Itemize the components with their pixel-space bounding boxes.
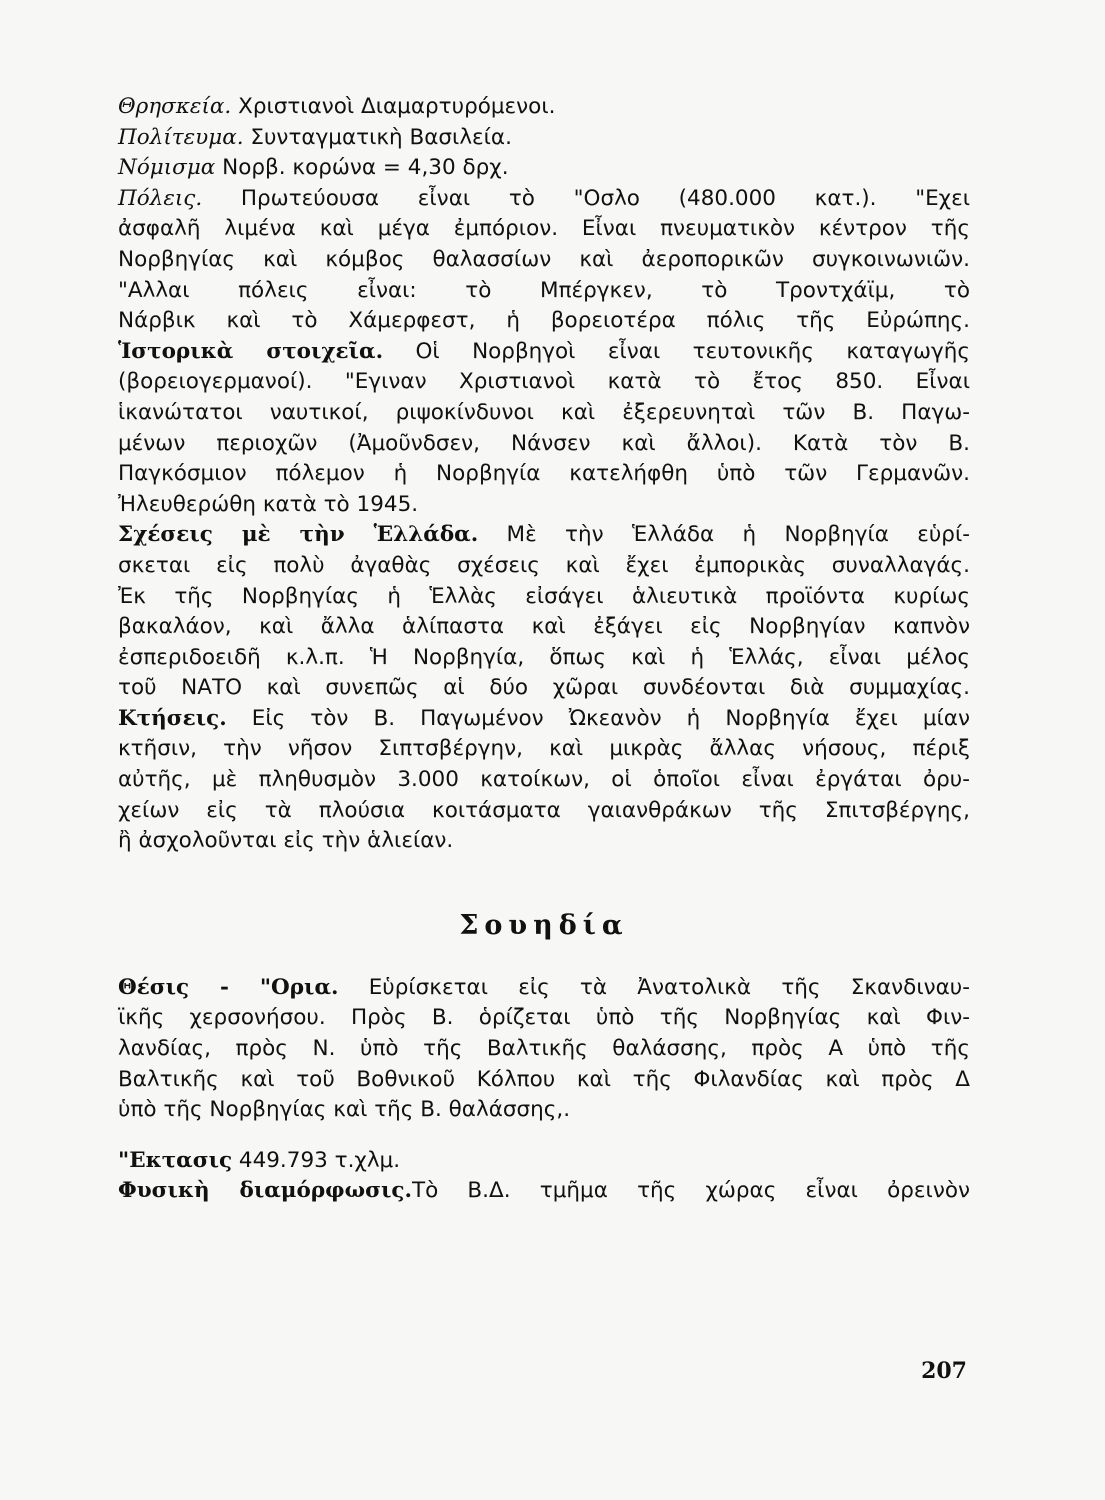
sweden-borders-paragraph <box>118 973 970 1126</box>
paragraph-label: Πολίτευμα. <box>118 124 244 150</box>
line-text: τοῦ ΝΑΤΟ καὶ συνεπῶς αἱ δύο χῶραι συνδέονται διὰ συμμαχίας. <box>118 675 970 701</box>
line-text: Νορβηγίας καὶ κόμβος θαλασσίων καὶ ἀεροπορικῶν συγκοινωνιῶν. <box>118 246 970 272</box>
line-text: βακαλάον, καὶ ἄλλα ἁλίπαστα καὶ ἐξάγει εἰς Νορβηγίαν καπνὸν <box>118 614 970 640</box>
line-text: ἐσπεριδοειδῆ κ.λ.π. Ἡ Νορβηγία, ὅπως καὶ ἡ Ἑλλάς, εἶναι μέλος <box>118 644 970 670</box>
text-line <box>118 796 970 827</box>
line-text: (βορειογερμανοί). "Εγιναν Χριστιανοὶ κατὰ τὸ ἔτος 850. Εἶναι <box>118 369 970 395</box>
line-text: Νορβ. κορώνα = 4,30 δρχ. <box>215 155 509 181</box>
text-line <box>118 490 970 521</box>
line-text: Βαλτικῆς καὶ τοῦ Βοθνικοῦ Κόλπου καὶ τῆς Φιλανδίας καὶ πρὸς Δ <box>118 1066 970 1092</box>
text-line <box>118 1146 970 1177</box>
line-text: "Αλλαι πόλεις εἶναι: τὸ Μπέργκεν, τὸ Τροντχάϊμ, τὸ <box>118 277 970 303</box>
paragraph-label: Πόλεις. <box>118 185 203 211</box>
text-line <box>118 1034 970 1065</box>
text-line <box>118 1176 970 1207</box>
paragraph-label: Σχέσεις μὲ τὴν Ἑλλάδα. <box>118 522 479 548</box>
sweden-area-paragraph <box>118 1146 970 1207</box>
line-text: ἱκανώτατοι ναυτικοί, ριψοκίνδυνοι καὶ ἐξερευνηταὶ τῶν Β. Παγω- <box>118 399 970 425</box>
text-line <box>118 643 970 674</box>
norway-section <box>118 92 970 857</box>
line-text: χείων εἰς τὰ πλούσια κοιτάσματα γαιανθράκων τῆς Σπιτσβέργης, <box>118 797 970 823</box>
line-text: Παγκόσμιον πόλεμον ἡ Νορβηγία κατελήφθη ὑπὸ τῶν Γερμανῶν. <box>118 461 970 487</box>
line-text: Νάρβικ καὶ τὸ Χάμερφεστ, ἡ βορειοτέρα πόλις τῆς Εὐρώπης. <box>118 308 970 334</box>
text-line <box>118 734 970 765</box>
line-text: 449.793 τ.χλμ. <box>232 1147 401 1173</box>
text-line <box>118 673 970 704</box>
page-text <box>118 92 970 1207</box>
paragraph-label: Νόμισμα <box>118 155 216 181</box>
text-line <box>118 765 970 796</box>
text-line <box>118 214 970 245</box>
line-text: ϊκῆς χερσονήσου. Πρὸς Β. ὁρίζεται ὑπὸ τῆς Νορβηγίας καὶ Φιν- <box>118 1005 970 1031</box>
text-line <box>118 398 970 429</box>
text-line <box>118 1003 970 1034</box>
line-text: Συνταγματικὴ Βασιλεία. <box>243 124 512 150</box>
text-line <box>118 973 970 1004</box>
text-line <box>118 184 970 215</box>
text-line <box>118 1095 970 1126</box>
line-text: κτῆσιν, τὴν νῆσον Σιπτσβέργην, καὶ μικρὰς ἄλλας νήσους, πέριξ <box>118 736 970 762</box>
line-text: Πρωτεύουσα εἶναι τὸ "Οσλο (480.000 κατ.). "Εχει <box>202 185 970 211</box>
paragraph-label: Φυσικὴ διαμόρφωσις. <box>118 1178 412 1204</box>
text-line <box>118 582 970 613</box>
line-text: Μὲ τὴν Ἑλλάδα ἡ Νορβηγία εὑρί- <box>478 522 970 548</box>
text-line <box>118 245 970 276</box>
line-text: Ἐκ τῆς Νορβηγίας ἡ Ἑλλὰς εἰσάγει ἁλιευτικὰ προϊόντα κυρίως <box>118 583 970 609</box>
line-text: Εἰς τὸν Β. Παγωμένον Ὠκεανὸν ἡ Νορβηγία ἔχει μίαν <box>226 705 970 731</box>
paragraph-label: Θρησκεία. <box>118 94 232 119</box>
text-line <box>118 1065 970 1096</box>
paragraph-label: Ἱστορικὰ στοιχεῖα. <box>118 338 384 364</box>
line-text: Οἱ Νορβηγοὶ εἶναι τευτονικῆς καταγωγῆς <box>383 338 970 364</box>
text-line <box>118 306 970 337</box>
text-line <box>118 123 970 154</box>
line-text: σκεται εἰς πολὺ ἀγαθὰς σχέσεις καὶ ἔχει ἐμπορικὰς συναλλαγάς. <box>118 552 970 578</box>
line-text: ὑπὸ τῆς Νορβηγίας καὶ τῆς Β. θαλάσσης,. <box>118 1097 571 1123</box>
text-line <box>118 826 970 857</box>
text-line <box>118 276 970 307</box>
text-line <box>118 459 970 490</box>
line-text: Ἠλευθερώθη κατὰ τὸ 1945. <box>118 491 419 517</box>
line-text: Χριστιανοὶ Διαμαρτυρόμενοι. <box>231 94 556 119</box>
line-text: ἢ ἀσχολοῦνται εἰς τὴν ἁλιείαν. <box>118 828 454 854</box>
line-text: λανδίας, πρὸς Ν. ὑπὸ τῆς Βαλτικῆς θαλάσσης, πρὸς Α ὑπὸ τῆς <box>118 1036 970 1062</box>
line-text: ἀσφαλῆ λιμένα καὶ μέγα ἐμπόριον. Εἶναι πνευματικὸν κέντρον τῆς <box>118 216 970 242</box>
text-line <box>118 92 970 123</box>
paragraph-label: Θέσις - "Ορια. <box>118 974 339 1000</box>
line-text: μένων περιοχῶν (Ἀμοῦνδσεν, Νάνσεν καὶ ἄλλοι). Κατὰ τὸν Β. <box>118 430 970 456</box>
text-line <box>118 612 970 643</box>
text-line <box>118 429 970 460</box>
line-text: Εὑρίσκεται εἰς τὰ Ἀνατολικὰ τῆς Σκανδιναυ- <box>338 974 970 1000</box>
paragraph-label: Κτήσεις. <box>118 705 227 731</box>
text-line <box>118 367 970 398</box>
text-line <box>118 153 970 184</box>
page-number: 207 <box>921 1358 967 1384</box>
text-line <box>118 704 970 735</box>
text-line <box>118 551 970 582</box>
text-line <box>118 337 970 368</box>
line-text: Τὸ Β.Δ. τμῆμα τῆς χώρας εἶναι ὀρεινὸν <box>411 1178 970 1204</box>
paragraph-label: "Εκτασις <box>118 1147 233 1173</box>
text-line <box>118 520 970 551</box>
line-text: αὐτῆς, μὲ πληθυσμὸν 3.000 κατοίκων, οἱ ὁποῖοι εἶναι ἐργάται ὀρυ- <box>118 767 970 793</box>
section-heading-sweden: Σουηδία <box>459 909 629 941</box>
